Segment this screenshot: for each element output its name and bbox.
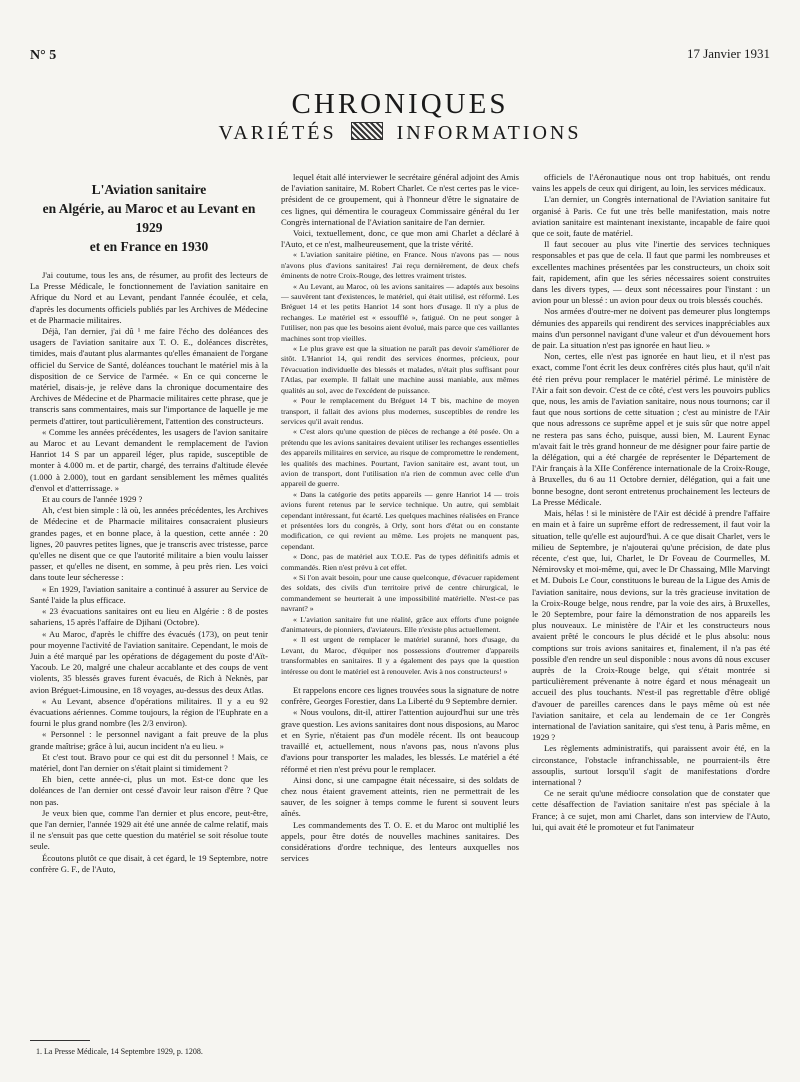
- column-3: [532, 172, 770, 833]
- paragraph: « En 1929, l'aviation sanitaire a continué à assurer au Service de Santé l'aide la plus efficace.: [30, 583, 268, 605]
- paragraph: Et c'est tout. Bravo pour ce qui est dit du personnel ! Mais, ce matériel, dont l'an dernier on s'était plaint si timidement ?: [30, 751, 268, 773]
- paragraph: « Au Levant, au Maroc, où les avions sanitaires — adaptés aux besoins — sauvèrent tant d'existences, le matériel, qui était utilisé, est réformé. Les Bréguet 14 et les petits Hanriot 14 sont hors d'usage. Il n'y a plus de rechanges. Le matériel est « essoufflé », fatigué. On ne peut songer à l'utiliser, non pas que les besoins aient évolué, mais parce que ces vaillantes machines sont trop vieilles.: [281, 281, 519, 343]
- paragraph: « Au Maroc, d'après le chiffre des évacués (173), on peut tenir pour moyenne l'activité de l'aviation sanitaire. Cependant, le mois de Juin a été marqué par les opérations de dégagement du poste d'Aït-Yacoub. Le 20, malgré une chaleur accablante et des coups de vent violents, 35 blessés graves furent évacués, de Rich à Neknès, par avion Bréguet-Limousine, en 18 voyages, au-dessus des deux Atlas.: [30, 628, 268, 695]
- paragraph: J'ai coutume, tous les ans, de résumer, au profit des lecteurs de La Presse Médicale, le fonctionnement de l'aviation sanitaire en Afrique du Nord et au Levant, pendant l'année écoulée, et cela, d'après les documents officiels publiés par les Archives de Médecine et de Pharmacie militaires.: [30, 270, 268, 325]
- paragraph: « L'aviation sanitaire piétine, en France. Nous n'avons pas — nous n'avons plus d'avions sanitaires! J'ai reçu dernièrement, de deux chefs éminents de notre Croix-Rouge, des lettres vraiment tristes.: [281, 250, 519, 281]
- paragraph: Eh bien, cette année-ci, plus un mot. Est-ce donc que les doléances de l'an dernier ont cessé d'avoir leur raison d'être ? Que non pas.: [30, 774, 268, 807]
- paragraph: Ce ne serait qu'une médiocre consolation que de constater que cette désaffection de l'aviation sanitaire n'est pas spéciale à la France; à ce sujet, mon ami Charlet, dans son interview de l'Auto, lui, qui avait été le promoteur et fut l'animateur: [532, 788, 770, 832]
- paragraph: Mais, hélas ! si le ministère de l'Air est décidé à prendre l'affaire en main et à faire un suprême effort de redressement, il faut voir la situation, telle qu'elle est aujourd'hui. A ce que disait Charlet, vers le milieu de Septembre, je n'ajouterai qu'une précision, de date plus récente, c'est que, lui, Charlet, le Dr Foveau de Courmelles, M. Némirovsky et moi-même, qui, avec le Dr Chassaing, Mlle Marvingt et M. Dubois Le Cour, constituons le bureau de la Ligue des Amis de l'aviation sanitaire, nous devions, sur la très gracieuse invitation de la Croix-Rouge belge, nous rendre, par la voie des airs, à Bruxelles, le 20 Septembre, pour faire la démonstration de nos appareils les plus nouveaux. Le ministère de l'Air et les constructeurs nous avaient prêté le concours le plus décidé et le plus absolu: nous comptions sur trois avions sanitaires et, finalement, il n'a pas été possible d'en rendre un seul disponible : nous avons dû nous excuser auprès de la Croix-Rouge belge, qui s'était montrée si particulièrement prévenante à notre égard et nous ménageait un accueil des plus touchants. N'est-il pas regrettable d'être obligé d'avouer de pareilles carences dans le pays même où est née l'aviation sanitaire, et cela au lendemain de ce 1er Congrès international de l'aviation sanitaire, qui s'est tenu, à Paris même, en 1929 ?: [532, 508, 770, 743]
- paragraph: « Le plus grave est que la situation ne paraît pas devoir s'améliorer de sitôt. L'Hanriot 14, qui rendit des services énormes, précieux, pour l'évacuation individuelle des blessés et malades, n'était plus suffisant pour l'Atlas, par exemple. Il fallait une machine aussi maniable, aux mêmes qualités au sol, avec de l'excédent de puissance.: [281, 344, 519, 395]
- paragraph: « 23 évacuations sanitaires ont eu lieu en Algérie : 8 de postes sahariens, 15 après l'affaire de Djihani (Octobre).: [30, 606, 268, 628]
- paragraph: Voici, textuellement, donc, ce que mon ami Charlet a déclaré à l'Auto, et ce n'est, malheureusement, que la triste vérité.: [281, 228, 519, 250]
- article-title: [30, 180, 268, 256]
- paragraph: Je veux bien que, comme l'an dernier et plus encore, peut-être, que l'an dernier, l'année 1929 ait été une année de calme relatif, mais il ne s'ensuit pas que cette question du matériel se soit résolue toute seule.: [30, 807, 268, 852]
- paragraph: « Comme les années précédentes, les usagers de l'avion sanitaire au Maroc et au Levant demandent le remplacement de l'avion Hanriot 14 S par un appareil léger, plus rapide, susceptible de monter à 4.000 m. et de partir, chargé, des terrains d'altitude élevée (1.000 à 2.000), tout en gardant sensiblement les mêmes qualités d'envol et d'atterrissage. »: [30, 426, 268, 493]
- paragraph: lequel était allé interviewer le secrétaire général adjoint des Amis de l'aviation sanitaire, M. Robert Charlet. Ce n'est certes pas le vice-président de ce groupement, qui à l'honneur d'être le signataire de ces lignes, qui démentira le courageux Commissaire général du 1er Congrès international de l'Aviation sanitaire de l'an dernier.: [281, 172, 519, 227]
- paragraph: « Si l'on avait besoin, pour une cause quelconque, d'évacuer rapidement des soldats, des civils d'un territoire privé de centre chirurgical, le commandement se heurterait à une impossibilité matérielle. N'est-ce pas navrant? »: [281, 573, 519, 614]
- paragraph: « Nous voulons, dit-il, attirer l'attention aujourd'hui sur une très grave question. Les avions sanitaires dont nous disposions, au Maroc et en Syrie, n'étaient pas d'un modèle récent. Ils ont beaucoup travaillé et, actuellement, nous n'avons pas, nous n'avons plus d'avions pour transporter les malades, les blessés. Le matériel a été réformé et rien n'est prévu pour le remplacer.: [281, 707, 519, 774]
- footnote-divider: [30, 1040, 90, 1041]
- column-1: [30, 180, 268, 875]
- ornament-icon: [351, 122, 383, 140]
- article-title-line: L'Aviation sanitaire: [91, 182, 207, 197]
- paragraph: « C'est alors qu'une question de pièces de rechange a été posée. On a prétendu que les avions sanitaires devaient utiliser les rechanges essentielles des appareils militaires en service, au risque de compromettre le rendement, les qualités des machines. Pourtant, l'avion sanitaire est, avant tout, un avion de transport, dont l'utilisation n'a rien de commun avec celle d'un appareil de guerre.: [281, 427, 519, 489]
- paragraph: « Personnel : le personnel navigant a fait preuve de la plus grande maîtrise; grâce à lui, aucun incident n'a eu lieu. »: [30, 729, 268, 751]
- masthead-right: INFORMATIONS: [396, 122, 582, 144]
- masthead-subtitle: [0, 122, 800, 145]
- paragraph: Les règlements administratifs, qui paraissent avoir été, en la circonstance, l'obstacle infranchissable, ne pourraient-ils être assouplis, surtout lorsqu'il s'agit de manifestations d'ordre international ?: [532, 743, 770, 787]
- paragraph: Et au cours de l'année 1929 ?: [42, 494, 143, 505]
- paragraph: Nos armées d'outre-mer ne doivent pas demeurer plus longtemps démunies des appareils qui rendirent des services inappréciables aux mains d'un personnel navigant d'une valeur et d'un dévouement hors de pair. La situation n'est pas ignorée en haut lieu. »: [532, 306, 770, 351]
- paragraph: Il faut secouer au plus vite l'inertie des services techniques responsables et pas que de cela. Il faut que parmi les nombreuses et excellentes machines présentées par les constructeurs, un choix soit fait, rapidement, afin que les séries nécessaires soient construites dans les divers types, — deux sont nécessaires pour l'instant : un avion pour un blessé : un avion pour deux ou trois blessés couchés.: [532, 239, 770, 306]
- paragraph: « Au Levant, absence d'opérations militaires. Il y a eu 92 évacuations aériennes. Comme toujours, la région de l'Euphrate en a fourni le plus grand nombre (les 2/3 environ).: [30, 695, 268, 729]
- masthead-title: CHRONIQUES: [291, 88, 509, 120]
- paragraph: officiels de l'Aéronautique nous ont trop habitués, ont rendu vains les appels de ceux qui dirigent, au loin, les services médicaux.: [532, 172, 770, 194]
- paragraph: « Donc, pas de matériel aux T.O.E. Pas de types définitifs admis et commandés. Rien n'est prévu à cet effet.: [281, 552, 519, 572]
- paragraph: Déjà, l'an dernier, j'ai dû ¹ me faire l'écho des doléances des usagers de l'aviation sanitaire aux T. O. E., doléances discrètes, timides, mais d'autant plus alarmantes qu'elles émanaient de l'organe officiel du Service de Santé, doléances touchant le matériel mis à la disposition de ce Service de l'armée. « En ce qui concerne le matériel, disais-je, je relève dans la chronique documentaire des Archives de Médecine et de Pharmacie militaires cette phrase, que je transcris sans commentaires, mais sur l'importance de laquelle je me permets d'attirer, tout particulièrement, l'attention des constructeurs.: [30, 326, 268, 426]
- paragraph: Et rappelons encore ces lignes trouvées sous la signature de notre confrère, Georges Forestier, dans La Liberté du 9 Septembre dernier.: [281, 685, 519, 707]
- paragraph: Ainsi donc, si une campagne était nécessaire, si des soldats de chez nous étaient gravement atteints, rien ne permettrait de les sauver, de les soigner à temps comme le furent si souvent leurs aînés.: [281, 774, 519, 819]
- paragraph: « L'aviation sanitaire fut une réalité, grâce aux efforts d'une poignée d'animateurs, de pionniers, d'aviateurs. Elle n'existe plus actuellement.: [281, 614, 519, 635]
- page-number: N° 5: [30, 48, 57, 63]
- article-title-line: et en France en 1930: [89, 239, 209, 254]
- masthead-left: VARIÉTÉS: [218, 122, 337, 144]
- paragraph: « Il est urgent de remplacer le matériel suranné, hors d'usage, du Levant, du Maroc, d'équiper nos possessions d'outremer d'appareils transformables en sanitaires. Il y a également des pays que la question intéresse ou dont le matériel est à renouveler. Avis à nos constructeurs! »: [281, 635, 519, 676]
- paragraph: « Pour le remplacement du Bréguet 14 T bis, machine de moyen transport, il fallait des avions plus modernes, susceptibles de rendre les services qu'il avait rendus.: [281, 396, 519, 426]
- paragraph: Ah, c'est bien simple : là où, les années précédentes, les Archives de Médecine et de Pharmacie militaires consacraient plusieurs grandes pages, et en bonne place, à la question, cette année : 20 lignes, 20 pauvres petites lignes, que je transcris avec tristesse, parce qu'elles ne disent que ce que l'autorité militaire a bien voulu laisser passer, et qu'elles ne disent, en somme, à peu près rien. Les voici dans toute leur sécheresse :: [30, 505, 268, 583]
- issue-date: 17 Janvier 1931: [686, 46, 770, 61]
- column-2: [281, 172, 519, 864]
- footnote: 1. La Presse Médicale, 14 Septembre 1929, p. 1208.: [36, 1047, 203, 1056]
- paragraph: Les commandements des T. O. E. et du Maroc ont multiplié les appels, pour être dotés de nouvelles machines sanitaires. Des considérations d'ordre technique, des lenteurs auxquelles nos services: [281, 819, 519, 864]
- paragraph: « Dans la catégorie des petits appareils — genre Hanriot 14 — trois avions furent retenus par le service technique. Un autre, qui semblait cependant intéressant, fut écarté. Les quelques machines réalisées en France et présentées lors du congrès, à Orly, sont hors d'état ou en constante modification, ce qui revient au même. Les projets ne manquent pas, cependant.: [281, 489, 519, 551]
- paragraph: Non, certes, elle n'est pas ignorée en haut lieu, et il n'est pas exact, comme l'ont écrit les deux confrères cités plus haut, qu'il n'ait été rien prévu pour remplacer le matériel périmé. Le ministère de l'Air a fait son devoir. C'est de ce côté, c'est vers les pouvoirs publics que, nous, les amis de l'aviation sanitaire, nous nous tournons; car il faut que nous sortions de cette situation ; c'est au ministre de l'Air que nous adressons ce suprême appel et je suis sûr que notre appel ne restera pas sans écho, puisque, aussi bien, M. Laurent Eynac m'avait fait le très grand honneur de me désigner pour faire partie de la délégation, qui a été chargée de représenter le Département de l'Air français à la XIIe Conférence internationale de la Croix-Rouge, à Bruxelles, du 6 au 11 Octobre dernier, délégation, qui a fait une bonne besogne, dont seront entretenus prochainement les lecteurs de La Presse Médicale.: [532, 351, 770, 507]
- paragraph: Écoutons plutôt ce que disait, à cet égard, le 19 Septembre, notre confrère G. F., de l'Auto,: [30, 852, 268, 874]
- article-title-line: en Algérie, au Maroc et au Levant en 1929: [42, 201, 256, 235]
- paragraph: L'an dernier, un Congrès international de l'Aviation sanitaire fut organisé à Paris. Ce fut une très belle manifestation, mais notre aviation sanitaire est maintenant inexistante, incapable de faire quoi que ce soit, faute de matériel.: [532, 194, 770, 239]
